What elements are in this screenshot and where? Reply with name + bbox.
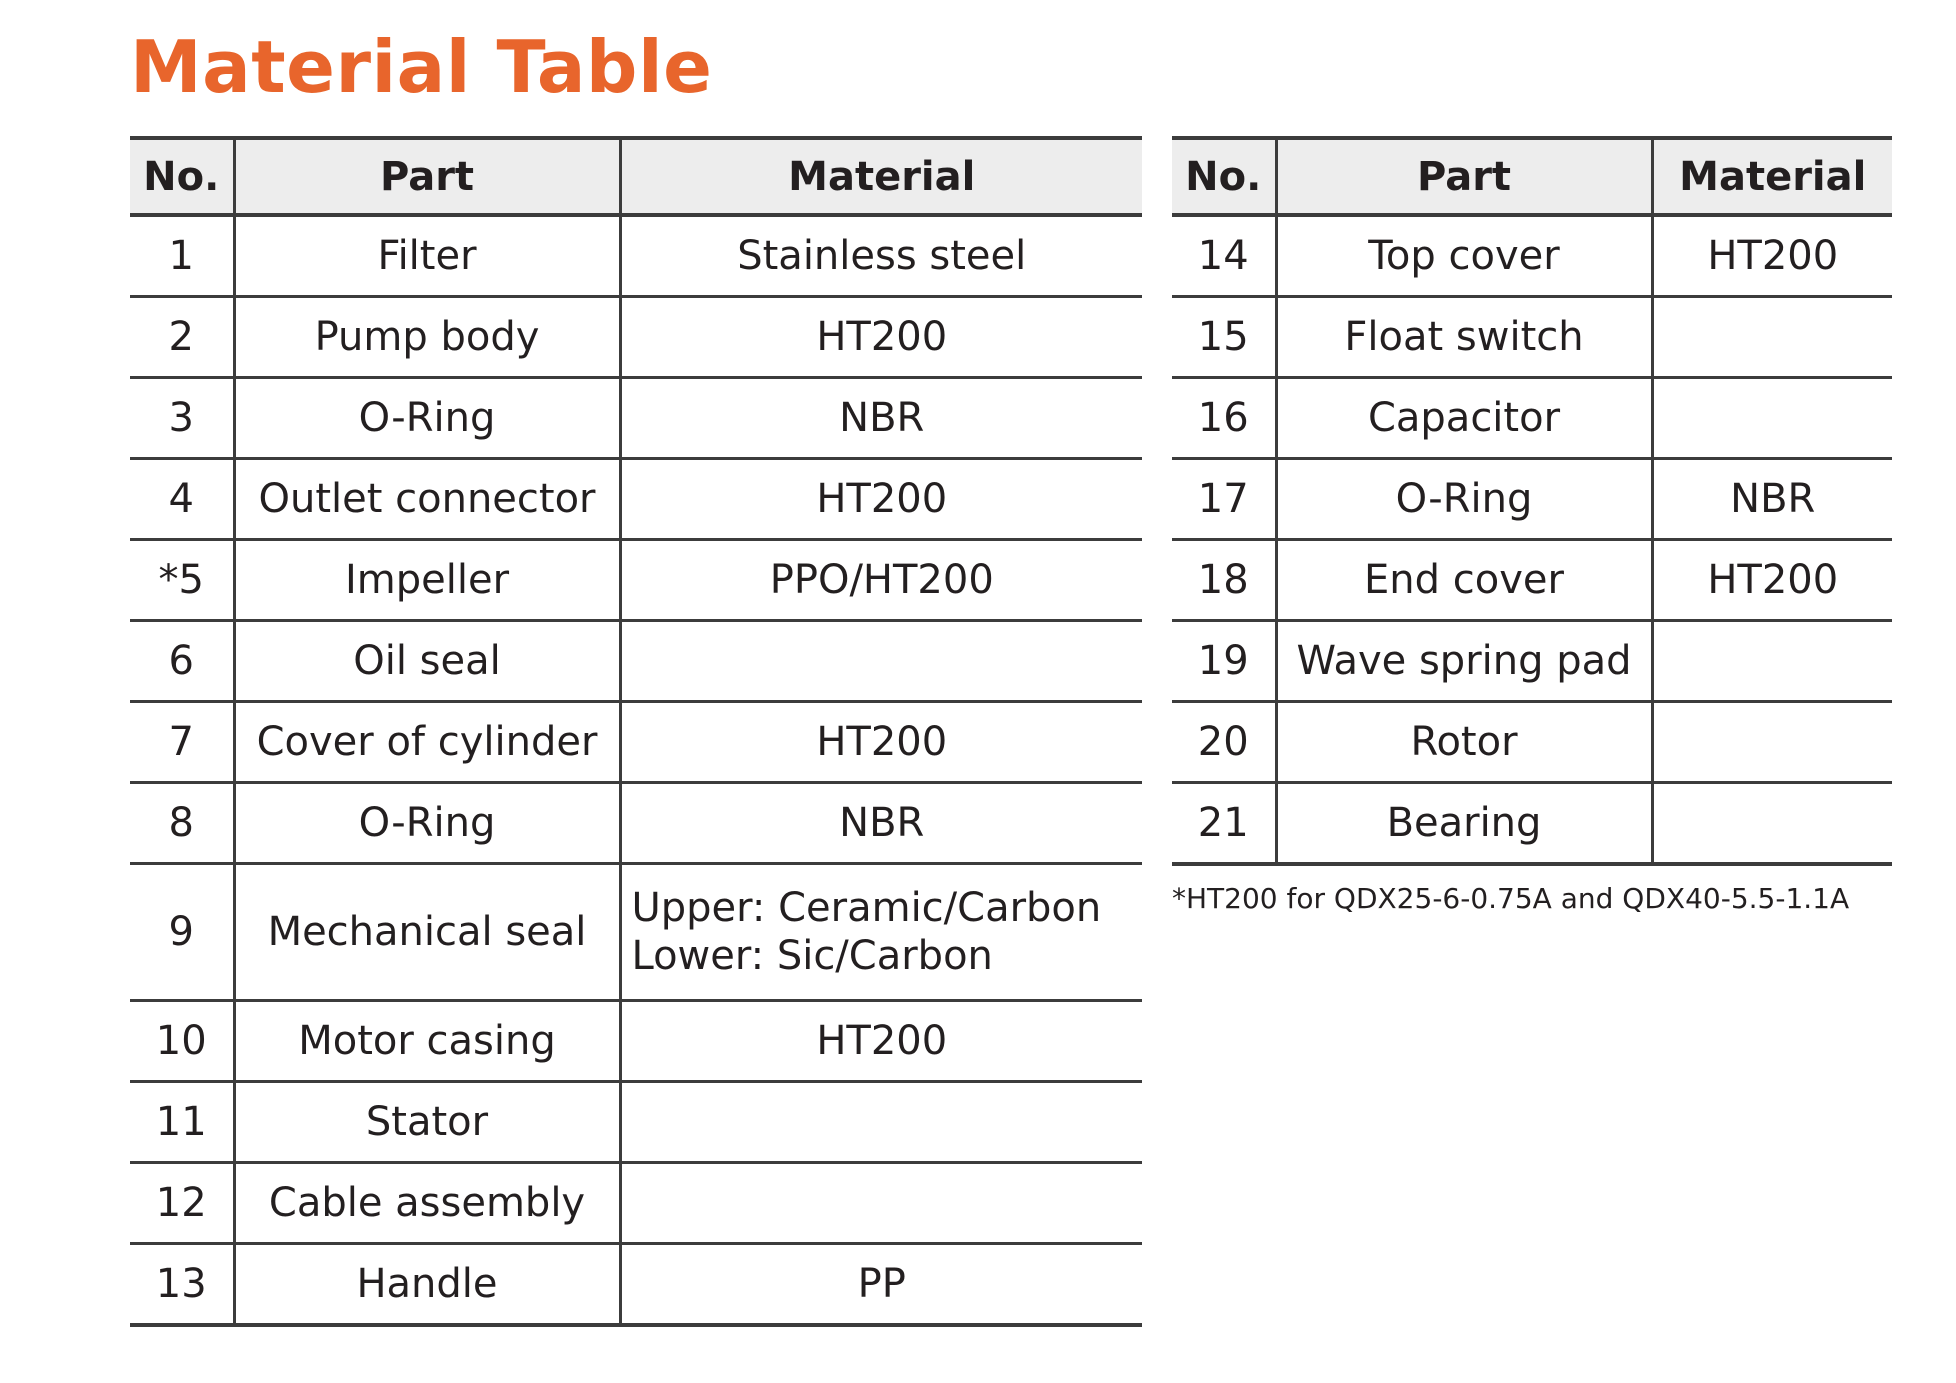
table-row [1172, 540, 1892, 621]
cell-no: 1 [130, 215, 234, 297]
cell-part: End cover [1276, 540, 1652, 621]
cell-part: O-Ring [234, 378, 620, 459]
cell-no: 12 [130, 1163, 234, 1244]
table-row [1172, 702, 1892, 783]
cell-no: 7 [130, 702, 234, 783]
cell-no: 13 [130, 1244, 234, 1326]
cell-no: 16 [1172, 378, 1276, 459]
cell-part: Motor casing [234, 1001, 620, 1082]
cell-no: 6 [130, 621, 234, 702]
cell-part: Wave spring pad [1276, 621, 1652, 702]
cell-no: 19 [1172, 621, 1276, 702]
cell-material [1652, 297, 1892, 378]
cell-no: 3 [130, 378, 234, 459]
header-material: Material [620, 138, 1142, 215]
cell-material: NBR [1652, 459, 1892, 540]
cell-material [620, 864, 1142, 1001]
cell-material [620, 621, 1142, 702]
header-part: Part [1276, 138, 1652, 215]
cell-no: 20 [1172, 702, 1276, 783]
cell-part: Stator [234, 1082, 620, 1163]
table-row [130, 540, 1142, 621]
cell-no: 11 [130, 1082, 234, 1163]
header-no: No. [1172, 138, 1276, 215]
cell-part: Cable assembly [234, 1163, 620, 1244]
cell-no: 10 [130, 1001, 234, 1082]
material-line-upper: Upper: Ceramic/Carbon [631, 885, 1102, 931]
material-table-right [1172, 136, 1892, 866]
table-row [130, 297, 1142, 378]
cell-part: Bearing [1276, 783, 1652, 865]
table-row [130, 1001, 1142, 1082]
cell-no: 9 [130, 864, 234, 1001]
header-no: No. [130, 138, 234, 215]
cell-material: HT200 [1652, 215, 1892, 297]
table-row [130, 864, 1142, 1001]
material-table-left [130, 136, 1142, 1327]
cell-part: Outlet connector [234, 459, 620, 540]
page-title: Material Table [130, 25, 713, 109]
table-row [130, 621, 1142, 702]
cell-no: 2 [130, 297, 234, 378]
table-row [130, 378, 1142, 459]
cell-material [1652, 702, 1892, 783]
cell-material: HT200 [620, 702, 1142, 783]
cell-material [1652, 378, 1892, 459]
cell-material: PP [620, 1244, 1142, 1326]
table-row [1172, 215, 1892, 297]
table-row [1172, 783, 1892, 865]
cell-no: 21 [1172, 783, 1276, 865]
cell-material [620, 1082, 1142, 1163]
table-row [130, 215, 1142, 297]
cell-part: Cover of cylinder [234, 702, 620, 783]
cell-material [1652, 783, 1892, 865]
cell-part: Mechanical seal [234, 864, 620, 1001]
cell-material: HT200 [620, 459, 1142, 540]
cell-part: Filter [234, 215, 620, 297]
cell-part: O-Ring [1276, 459, 1652, 540]
cell-material: HT200 [620, 1001, 1142, 1082]
table-row [1172, 297, 1892, 378]
cell-material: HT200 [620, 297, 1142, 378]
table-row [130, 1163, 1142, 1244]
table-row [130, 783, 1142, 864]
cell-material: HT200 [1652, 540, 1892, 621]
table-row [1172, 459, 1892, 540]
table-row [1172, 621, 1892, 702]
header-part: Part [234, 138, 620, 215]
cell-no: 8 [130, 783, 234, 864]
table-row [130, 702, 1142, 783]
cell-no: 15 [1172, 297, 1276, 378]
table-row [130, 459, 1142, 540]
header-row [130, 138, 1142, 215]
table-row [130, 1244, 1142, 1326]
header-material: Material [1652, 138, 1892, 215]
material-line-lower: Lower: Sic/Carbon [631, 933, 993, 979]
header-row [1172, 138, 1892, 215]
cell-part: Pump body [234, 297, 620, 378]
cell-material [620, 1163, 1142, 1244]
cell-no: 17 [1172, 459, 1276, 540]
footnote: *HT200 for QDX25-6-0.75A and QDX40-5.5-1.1A [1172, 882, 1850, 915]
cell-part: Oil seal [234, 621, 620, 702]
cell-no: 4 [130, 459, 234, 540]
cell-material: NBR [620, 783, 1142, 864]
cell-part: Capacitor [1276, 378, 1652, 459]
cell-part: Impeller [234, 540, 620, 621]
cell-material: Stainless steel [620, 215, 1142, 297]
cell-no: 18 [1172, 540, 1276, 621]
cell-part: Handle [234, 1244, 620, 1326]
cell-part: O-Ring [234, 783, 620, 864]
cell-no: 14 [1172, 215, 1276, 297]
cell-part: Float switch [1276, 297, 1652, 378]
table-row [1172, 378, 1892, 459]
cell-no: *5 [130, 540, 234, 621]
cell-material [1652, 621, 1892, 702]
cell-part: Top cover [1276, 215, 1652, 297]
cell-part: Rotor [1276, 702, 1652, 783]
cell-material: NBR [620, 378, 1142, 459]
cell-material: PPO/HT200 [620, 540, 1142, 621]
table-row [130, 1082, 1142, 1163]
